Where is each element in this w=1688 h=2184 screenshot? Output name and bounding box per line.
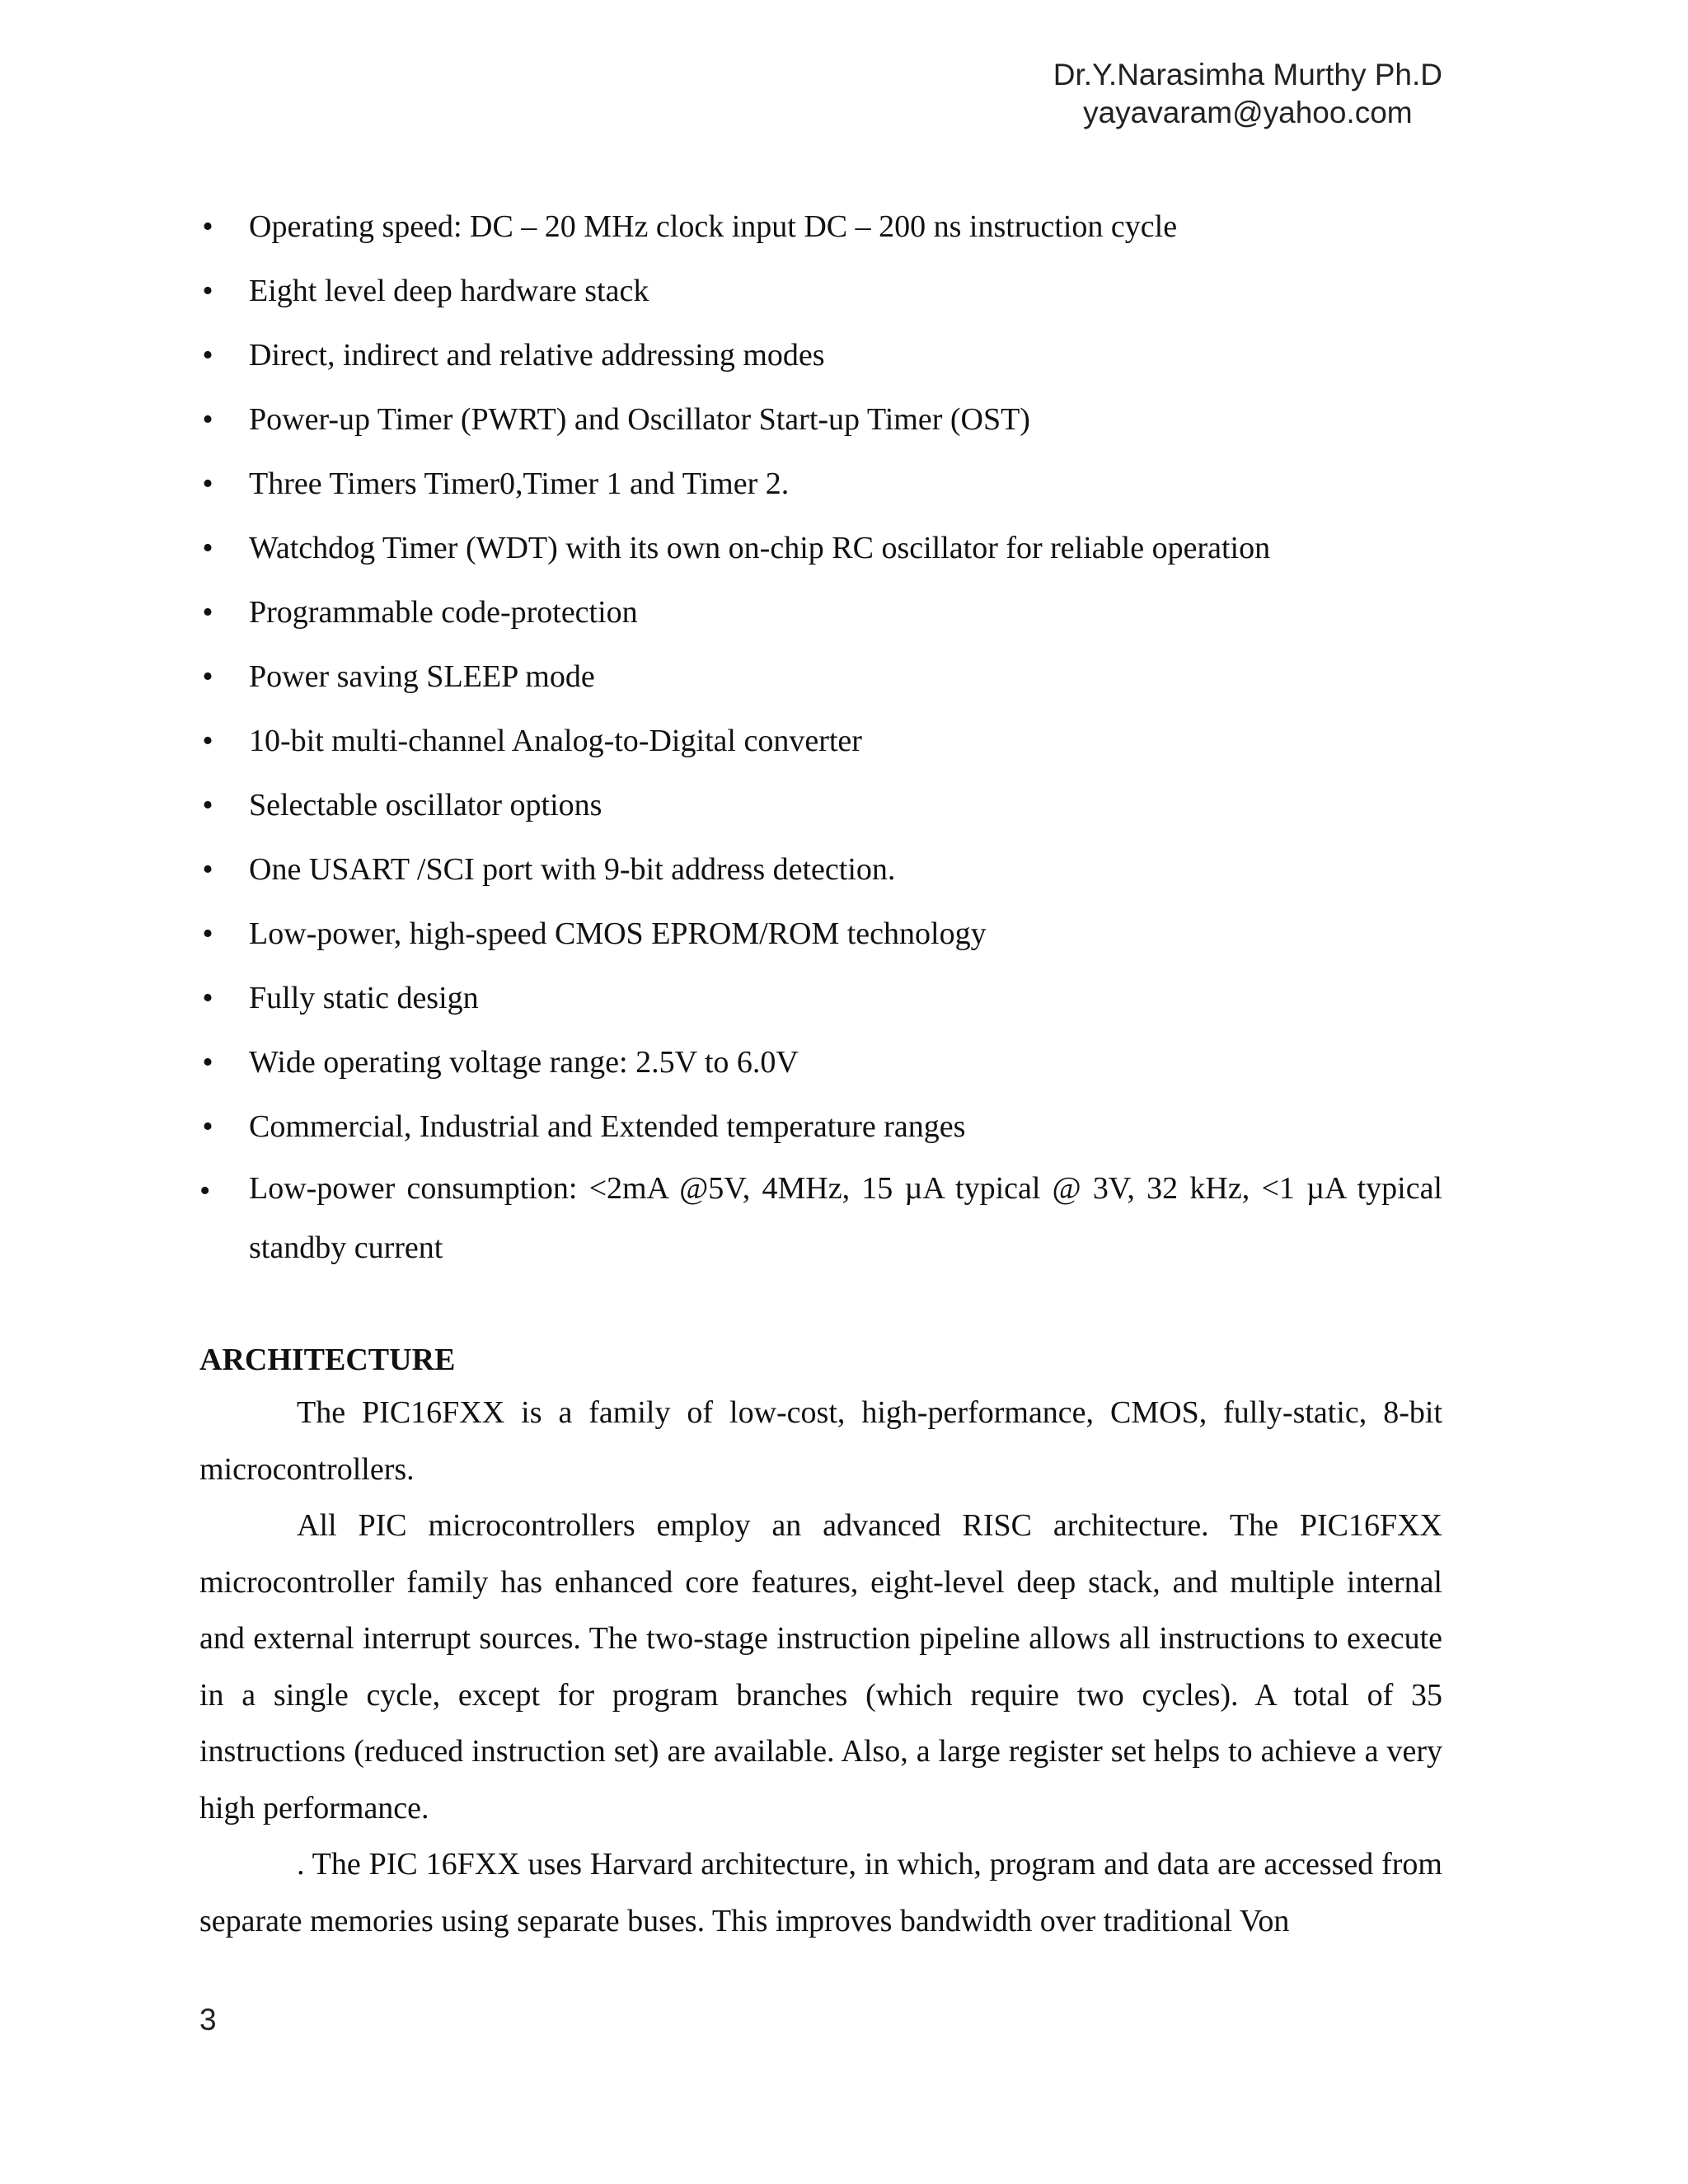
bullet-icon: • (202, 466, 213, 501)
paragraph: . The PIC 16FXX uses Harvard architecture, in which, program and data are accessed from separate memories using separate buses. This improves bandwidth over traditional Von (199, 1847, 1442, 1938)
feature-text: Low-power, high-speed CMOS EPROM/ROM technology (249, 916, 987, 951)
feature-text: Direct, indirect and relative addressing modes (249, 338, 825, 373)
feature-text: Power saving SLEEP mode (249, 659, 595, 694)
bullet-icon: • (202, 916, 213, 951)
list-item (199, 1030, 1442, 1094)
feature-text: Programmable code-protection (249, 595, 638, 630)
bullet-icon: • (202, 981, 213, 1015)
paragraph: The PIC16FXX is a family of low-cost, high-performance, CMOS, fully-static, 8-bit microcontrollers. (199, 1395, 1442, 1487)
bullet-icon: • (202, 852, 213, 887)
feature-text: Wide operating voltage range: 2.5V to 6.0V (249, 1045, 799, 1080)
bullet-icon: • (199, 1174, 211, 1208)
bullet-icon: • (202, 595, 213, 630)
list-item (199, 323, 1442, 387)
bullet-icon: • (202, 1109, 213, 1144)
list-item (199, 1159, 1442, 1277)
feature-text: Operating speed: DC – 20 MHz clock input DC – 200 ns instruction cycle (249, 209, 1178, 244)
author-email: yayavaram@yahoo.com (1083, 96, 1413, 129)
feature-text: Power-up Timer (PWRT) and Oscillator Start-up Timer (OST) (249, 402, 1030, 437)
section-heading: ARCHITECTURE (199, 1343, 456, 1377)
page-header (1053, 56, 1442, 132)
list-item (199, 709, 1442, 773)
list-item (199, 644, 1442, 709)
feature-text: Selectable oscillator options (249, 788, 603, 823)
list-item (199, 773, 1442, 837)
bullet-icon: • (202, 659, 213, 694)
feature-text: Watchdog Timer (WDT) with its own on-chip RC oscillator for reliable operation (249, 531, 1271, 565)
bullet-icon: • (202, 724, 213, 758)
bullet-icon: • (202, 274, 213, 308)
architecture-section (199, 1335, 1442, 1949)
list-item (199, 194, 1442, 259)
list-item (199, 902, 1442, 966)
list-item (199, 516, 1442, 580)
feature-text: Three Timers Timer0,Timer 1 and Timer 2. (249, 466, 790, 501)
bullet-icon: • (202, 531, 213, 565)
feature-text: One USART /SCI port with 9-bit address detection. (249, 852, 896, 887)
feature-list (199, 194, 1442, 1277)
list-item (199, 837, 1442, 902)
page-number: 3 (199, 2003, 217, 2036)
bullet-icon: • (202, 788, 213, 823)
list-item (199, 452, 1442, 516)
list-item (199, 580, 1442, 644)
bullet-icon: • (202, 1045, 213, 1080)
feature-text: Commercial, Industrial and Extended temperature ranges (249, 1109, 966, 1144)
feature-text: Eight level deep hardware stack (249, 274, 649, 308)
list-item (199, 259, 1442, 323)
paragraph: All PIC microcontrollers employ an advanced RISC architecture. The PIC16FXX microcontroller family has enhanced core features, eight-level deep stack, and multiple internal and external interrupt sources. The two-stage instruction pipeline allows all instructions to execute in a single cycle, except for program branches (which require two cycles). A total of 35 instructions (reduced instruction set) are available. Also, a large register set helps to achieve a very high performance. (199, 1508, 1442, 1825)
feature-text: 10-bit multi-channel Analog-to-Digital converter (249, 724, 862, 758)
list-item (199, 966, 1442, 1030)
feature-text: Low-power consumption: <2mA @5V, 4MHz, 15 µA typical @ 3V, 32 kHz, <1 µA typical standby current (249, 1171, 1442, 1265)
bullet-icon: • (202, 209, 213, 244)
bullet-icon: • (202, 338, 213, 373)
feature-text: Fully static design (249, 981, 479, 1015)
list-item (199, 1094, 1442, 1159)
bullet-icon: • (202, 402, 213, 437)
list-item (199, 387, 1442, 452)
author-name: Dr.Y.Narasimha Murthy Ph.D (1053, 58, 1442, 91)
